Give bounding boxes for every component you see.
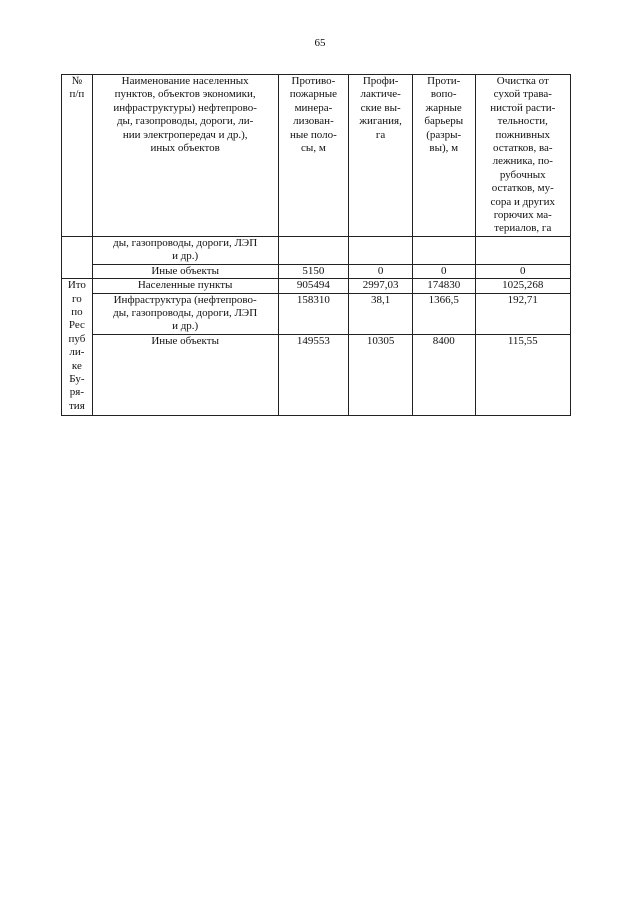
- cell-line: горючих ма-: [493, 209, 552, 222]
- cell-line: тия: [69, 399, 85, 412]
- cell-line: сухой трава-: [493, 88, 552, 101]
- total-barriers: 1366,5: [412, 293, 475, 334]
- cell-line: нистой расти-: [490, 101, 556, 114]
- empty-cell: [412, 236, 475, 264]
- cell-line: п/п: [69, 88, 85, 101]
- cell-line: пунктов, объектов экономики,: [114, 88, 256, 101]
- header-fire-barriers: [412, 75, 475, 237]
- total-burning: 2997,03: [349, 279, 413, 293]
- other-objects-cleaning: 0: [475, 264, 570, 278]
- total-name: [92, 293, 278, 334]
- cell-line: вы), м: [429, 142, 459, 155]
- cell-line: лактиче-: [360, 88, 401, 101]
- cell-line: вопо-: [430, 88, 457, 101]
- cell-line: иных объектов: [150, 142, 220, 155]
- total-cleaning: 192,71: [475, 293, 570, 334]
- empty-cell: [349, 236, 413, 264]
- cell-line: и др.): [172, 320, 199, 333]
- cell-line: ды, газопроводы, дороги, ЛЭП: [113, 306, 258, 319]
- cell-line: остатков, ва-: [492, 142, 553, 155]
- header-name: [92, 75, 278, 237]
- cell-line: нии электропередач и др.),: [122, 128, 248, 141]
- total-barriers: 8400: [412, 334, 475, 415]
- total-mineral: 158310: [278, 293, 349, 334]
- cell-line: минера-: [294, 101, 333, 114]
- cell-line: Населенные пункты: [137, 279, 233, 292]
- cell-line: сора и других: [490, 195, 556, 208]
- statistics-table: [61, 74, 571, 416]
- cell-line: (разры-: [426, 128, 462, 141]
- cell-line: пожарные: [289, 88, 338, 101]
- cell-line: лизован-: [293, 115, 334, 128]
- cell-line: Наименование населенных: [121, 75, 249, 87]
- cell-line: Противо-: [291, 75, 336, 87]
- cell-line: ды, газопроводы, дороги, ЛЭП: [113, 236, 258, 249]
- header-num: [62, 75, 93, 237]
- continued-name-cell: [92, 236, 278, 264]
- cell-line: рубочных: [499, 168, 546, 181]
- cell-line: го: [72, 292, 82, 305]
- total-label: [62, 279, 93, 416]
- total-cleaning: 115,55: [475, 334, 570, 415]
- total-mineral: 149553: [278, 334, 349, 415]
- cell-line: ке: [71, 359, 82, 372]
- cell-line: Профи-: [362, 75, 399, 87]
- empty-num-cell: [62, 236, 93, 278]
- cell-line: барьеры: [424, 115, 464, 128]
- cell-line: сы, м: [301, 142, 326, 155]
- table-row: [62, 279, 571, 293]
- table-row: [62, 334, 571, 415]
- total-burning: 10305: [349, 334, 413, 415]
- cell-line: тельности,: [497, 115, 548, 128]
- cell-line: жарные: [425, 101, 462, 114]
- total-mineral: 905494: [278, 279, 349, 293]
- table-row: [62, 293, 571, 334]
- cell-line: га: [375, 128, 386, 141]
- cell-line: лежника, по-: [492, 155, 553, 168]
- cell-line: ря-: [69, 386, 84, 399]
- cell-line: остатков, му-: [491, 182, 554, 195]
- cell-line: Бу-: [69, 372, 85, 385]
- cell-line: ские вы-: [360, 101, 401, 114]
- cell-line: Иные объекты: [151, 334, 219, 347]
- cell-line: Очистка от: [496, 75, 549, 87]
- cell-line: ды, газопроводы, дороги, ли-: [116, 115, 254, 128]
- page-number: 65: [314, 37, 326, 49]
- table-header-row: [62, 75, 571, 237]
- cell-line: и др.): [172, 250, 199, 263]
- header-vegetation-cleaning: [475, 75, 570, 237]
- empty-cell: [475, 236, 570, 264]
- header-mineral-strips: [278, 75, 349, 237]
- table-row: [62, 264, 571, 278]
- cell-line: №: [71, 75, 83, 87]
- header-prophylactic-burning: [349, 75, 413, 237]
- total-name: [92, 279, 278, 293]
- table-row: [62, 236, 571, 264]
- total-barriers: 174830: [412, 279, 475, 293]
- cell-line: Инфраструктура (нефтепрово-: [113, 293, 257, 306]
- empty-cell: [278, 236, 349, 264]
- cell-line: по: [71, 305, 83, 318]
- cell-line: териалов, га: [494, 222, 552, 235]
- other-objects-mineral: 5150: [278, 264, 349, 278]
- cell-line: жигания,: [359, 115, 402, 128]
- cell-line: пуб: [68, 332, 86, 345]
- cell-line: Рес: [68, 319, 85, 332]
- other-objects-barriers: 0: [412, 264, 475, 278]
- other-objects-burning: 0: [349, 264, 413, 278]
- cell-line: ные поло-: [290, 128, 337, 141]
- total-burning: 38,1: [349, 293, 413, 334]
- cell-line: ли-: [69, 346, 85, 359]
- total-cleaning: 1025,268: [475, 279, 570, 293]
- cell-line: Ито: [67, 279, 86, 292]
- total-name: [92, 334, 278, 415]
- cell-line: пожнивных: [495, 128, 550, 141]
- other-objects-name: Иные объекты: [92, 264, 278, 278]
- cell-line: инфраструктуры) нефтепрово-: [113, 101, 257, 114]
- cell-line: Проти-: [427, 75, 461, 87]
